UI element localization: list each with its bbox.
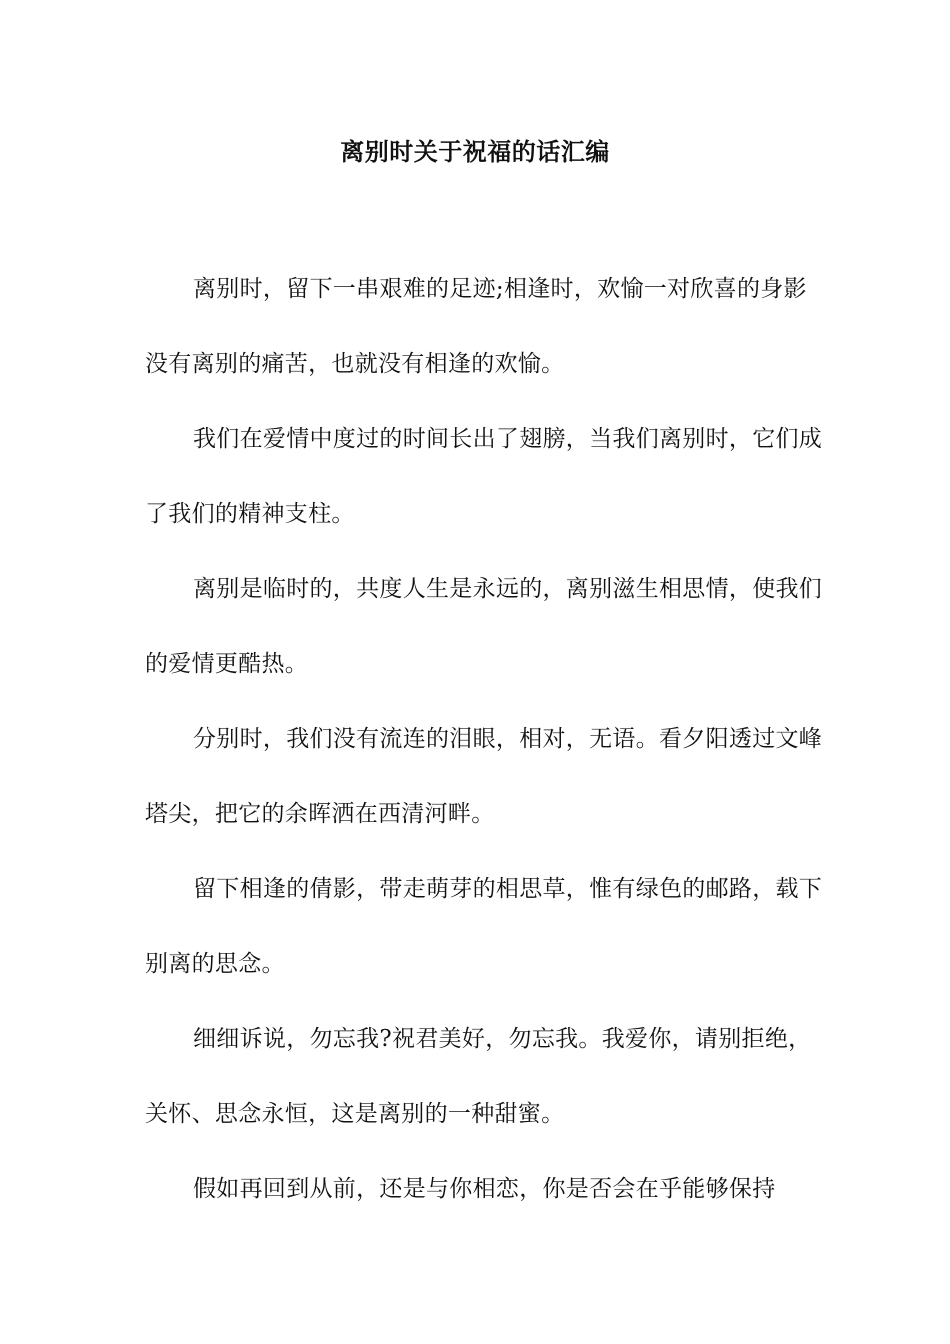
paragraph-2: 我们在爱情中度过的时间长出了翅膀，当我们离别时，它们成了我们的精神支柱。: [145, 426, 823, 527]
paragraph-5: 留下相逢的倩影，带走萌芽的相思草，惟有绿色的邮路，载下别离的思念。: [145, 876, 823, 977]
paragraph-4: 分别时，我们没有流连的泪眼，相对，无语。看夕阳透过文峰塔尖，把它的余晖洒在西清河畔。: [145, 726, 823, 827]
paragraph-3: 离别是临时的，共度人生是永远的，离别滋生相思情，使我们的爱情更酷热。: [145, 576, 823, 677]
paragraph-6: 细细诉说，勿忘我?祝君美好，勿忘我。我爱你，请别拒绝，关怀、思念永恒，这是离别的一种甜蜜。: [145, 1026, 812, 1127]
document-body: [145, 252, 825, 1227]
paragraph-7: 假如再回到从前，还是与你相恋，你是否会在乎能够保持: [193, 1176, 776, 1202]
paragraph-1: 离别时，留下一串艰难的足迹;相逢时，欢愉一对欣喜的身影没有离别的痛苦，也就没有相逢的欢愉。: [145, 276, 807, 377]
document-title: 离别时关于祝福的话汇编: [340, 137, 610, 166]
